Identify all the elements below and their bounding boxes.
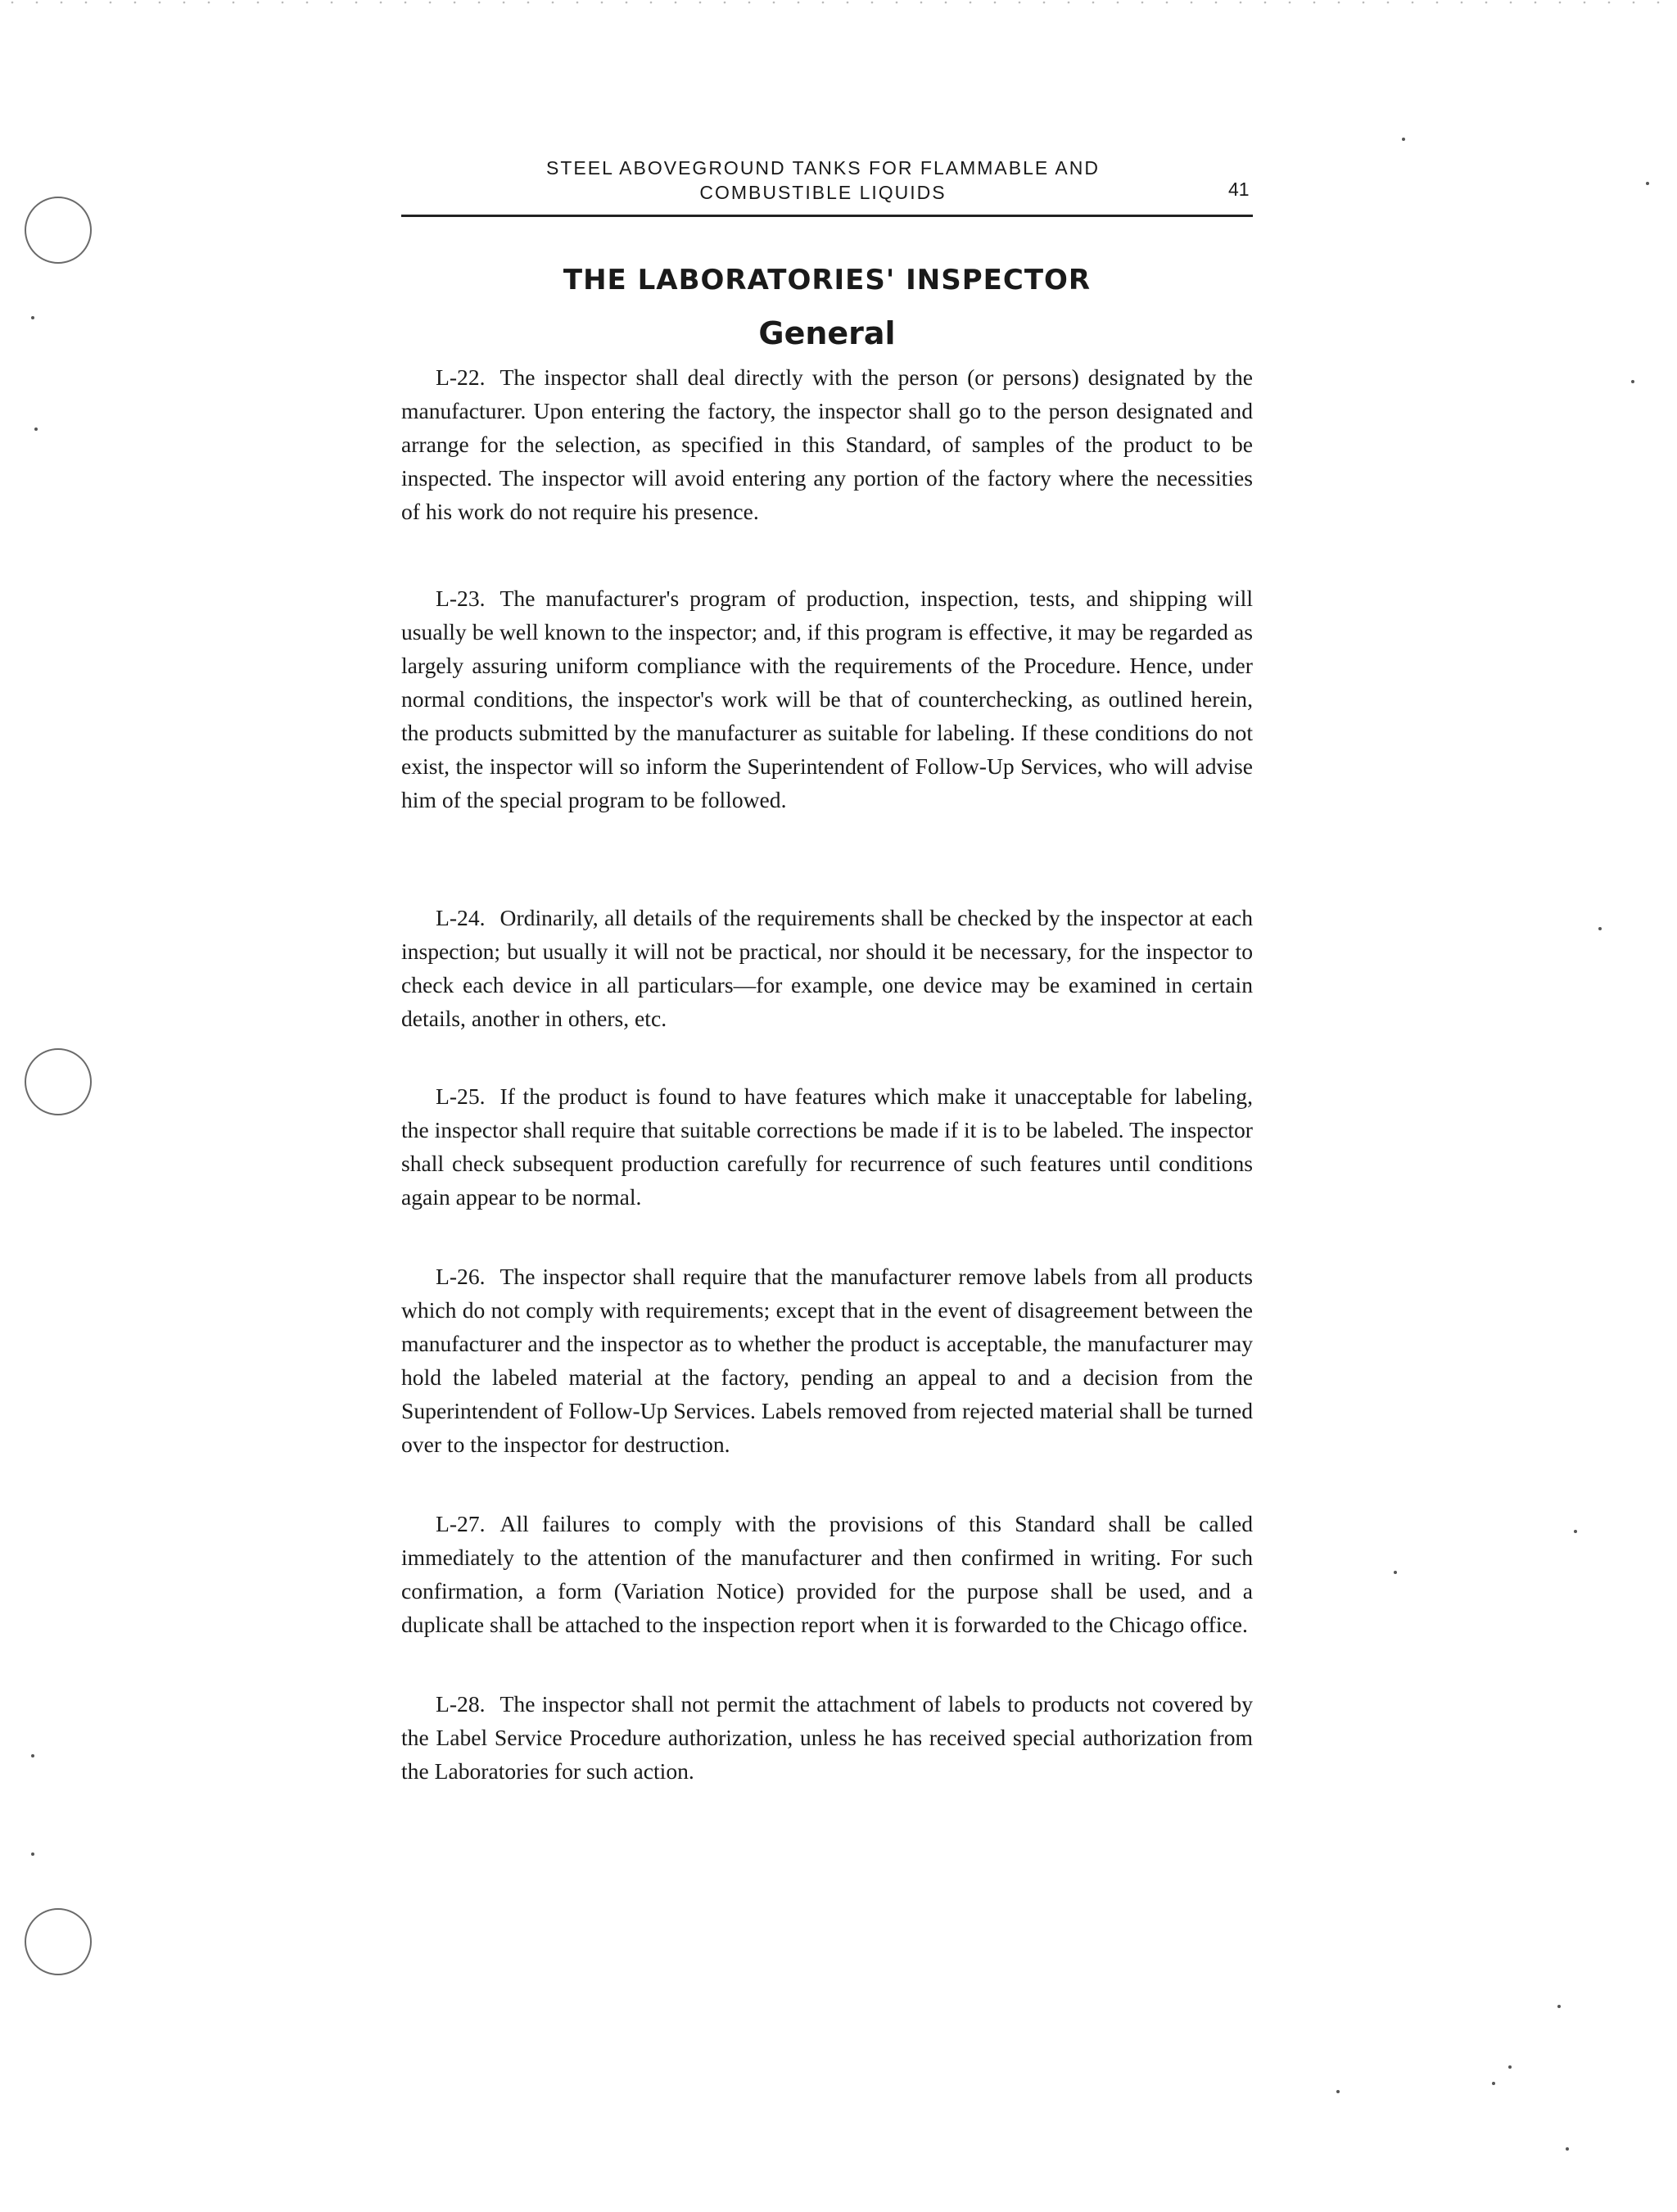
scan-speck	[1566, 2147, 1569, 2151]
scan-speck	[1598, 927, 1602, 930]
scan-speck	[31, 316, 34, 319]
page-number: 41	[1228, 179, 1250, 200]
paragraph-number: L-26.	[436, 1264, 486, 1289]
punch-hole-top	[25, 197, 92, 264]
paragraph-number: L-25.	[436, 1083, 486, 1109]
paragraph-text: The inspector shall not permit the attachment of labels to products not covered by the Label Service Procedure authorization, unless he has received special authorization from the Laboratories for such action.	[401, 1691, 1253, 1784]
paragraph-text: The inspector shall require that the manufacturer remove labels from all products which do not comply with requirements; except that in the event of disagreement between the manufacturer and the inspector as to whether the product is acceptable, the manufacturer may hold the labeled material at the factory, pending an appeal to and a decision from the Superintendent of Follow-Up Services. Labels removed from rejected material shall be turned over to the inspector for destruction.	[401, 1264, 1253, 1457]
scan-speck	[1574, 1530, 1577, 1533]
paragraph-l28	[401, 1687, 1253, 1788]
scan-speck	[1394, 1571, 1397, 1574]
paragraph-text: If the product is found to have features which make it unacceptable for labeling, the inspector shall require that suitable corrections be made if it is to be labeled. The inspector shall check subsequent production carefully for recurrence of such features until conditions again appear to be normal.	[401, 1083, 1253, 1210]
scan-speck	[31, 1852, 34, 1856]
scan-speck	[1402, 138, 1405, 141]
paragraph-text: All failures to comply with the provisions of this Standard shall be called immediately to the attention of the manufacturer and then confirmed in writing. For such confirmation, a form (Variation Notice) provided for the purpose shall be used, and a duplicate shall be attached to the inspection report when it is forwarded to the Chicago office.	[401, 1511, 1253, 1637]
paragraph-l26	[401, 1260, 1253, 1461]
paragraph-l25	[401, 1079, 1253, 1214]
paragraph-l23	[401, 581, 1253, 816]
section-subheading: General	[758, 315, 896, 351]
scan-edge-dots	[0, 0, 1677, 5]
running-head	[401, 156, 1654, 229]
paragraph-text: Ordinarily, all details of the requirements shall be checked by the inspector at each inspection; but usually it will not be practical, nor should it be necessary, for the inspector to check each device in all particulars—for example, one device may be examined in certain details, another in others, etc.	[401, 905, 1253, 1031]
paragraph-number: L-27.	[436, 1511, 486, 1536]
scan-speck	[1492, 2082, 1495, 2085]
paragraph-number: L-22.	[436, 364, 486, 390]
paragraph-number: L-23.	[436, 586, 486, 611]
scan-speck	[1508, 2065, 1512, 2069]
section-heading: THE LABORATORIES' INSPECTOR	[563, 264, 1092, 296]
punch-hole-middle	[25, 1048, 92, 1115]
paragraph-l27	[401, 1507, 1253, 1641]
paragraph-number: L-28.	[436, 1691, 486, 1717]
paragraph-text: The inspector shall deal directly with the person (or persons) designated by the manufacturer. Upon entering the factory, the inspector shall go to the person designated and arrange for the selection, as specified in this Standard, of samples of the product to be inspected. The inspector will avoid entering any portion of the factory where the necessities of his work do not require his presence.	[401, 364, 1253, 524]
paragraph-text: The manufacturer's program of production, inspection, tests, and shipping will usually be well known to the inspector; and, if this program is effective, it may be regarded as largely assuring uniform compliance with the requirements of the Procedure. Hence, under normal conditions, the inspector's work will be that of counterchecking, as outlined herein, the products submitted by the manufacturer as suitable for labeling. If these conditions do not exist, the inspector will so inform the Superintendent of Follow-Up Services, who will advise him of the special program to be followed.	[401, 586, 1253, 812]
scan-speck	[1336, 2090, 1340, 2093]
running-head-title-line-1: STEEL ABOVEGROUND TANKS FOR FLAMMABLE AND	[546, 157, 1100, 179]
paragraph-l24	[401, 901, 1253, 1035]
paragraph-l22	[401, 360, 1253, 528]
header-rule	[401, 215, 1253, 217]
running-head-title-line-2: COMBUSTIBLE LIQUIDS	[699, 182, 947, 203]
scan-speck	[1631, 380, 1634, 383]
scan-speck	[31, 1754, 34, 1757]
punch-hole-bottom	[25, 1908, 92, 1975]
paragraph-number: L-24.	[436, 905, 486, 930]
scan-speck	[34, 427, 38, 431]
scan-speck	[1557, 2005, 1561, 2008]
